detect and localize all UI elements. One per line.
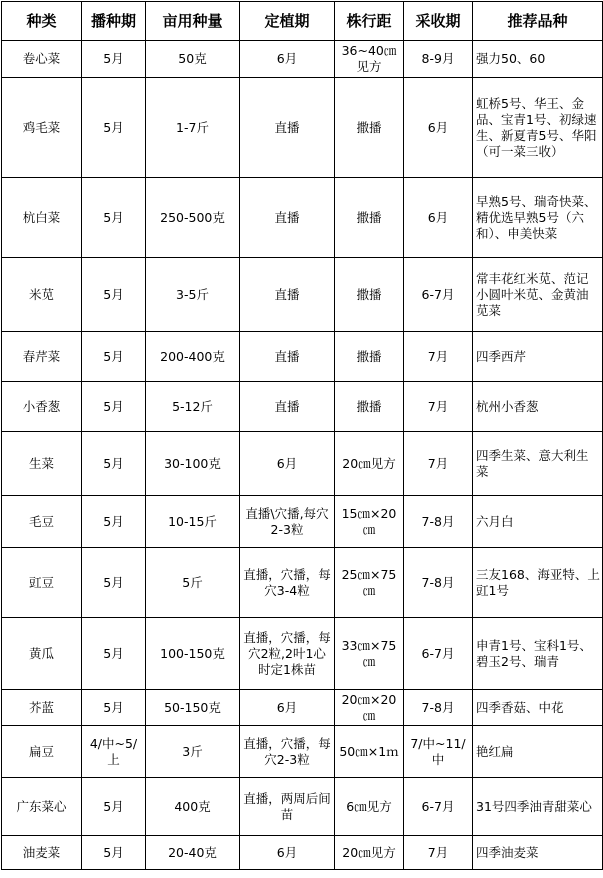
seed-amount-cell: 3-5斤 (146, 258, 240, 332)
planting-period-cell: 6月 (240, 836, 335, 870)
table-row (2, 332, 603, 382)
crop-name-cell: 杭白菜 (2, 178, 82, 258)
seed-amount-cell: 30-100克 (146, 432, 240, 496)
crop-name-cell: 油麦菜 (2, 836, 82, 870)
recommended-varieties-cell: 四季西芹 (473, 332, 603, 382)
seed-amount-cell: 200-400克 (146, 332, 240, 382)
crop-name-cell: 米苋 (2, 258, 82, 332)
planting-period-cell: 直播\穴播,每穴2-3粒 (240, 496, 335, 548)
seed-amount-cell: 3斤 (146, 726, 240, 778)
recommended-varieties-cell: 四季油麦菜 (473, 836, 603, 870)
planting-period-cell: 6月 (240, 432, 335, 496)
recommended-varieties-cell: 四季生菜、意大利生菜 (473, 432, 603, 496)
recommended-varieties-cell: 虹桥5号、华王、金品、宝青1号、初绿速生、新夏青5号、华阳（可一菜三收） (473, 78, 603, 178)
recommended-varieties-cell: 31号四季油青甜菜心 (473, 778, 603, 836)
harvest-period-cell: 6-7月 (404, 618, 473, 690)
table-row (2, 258, 603, 332)
harvest-period-cell: 7月 (404, 332, 473, 382)
seed-amount-cell: 5斤 (146, 548, 240, 618)
table-row (2, 496, 603, 548)
seed-amount-cell: 50-150克 (146, 690, 240, 726)
harvest-period-cell: 7月 (404, 382, 473, 432)
table-row (2, 41, 603, 78)
harvest-period-cell: 7-8月 (404, 690, 473, 726)
header-cell: 亩用种量 (146, 2, 240, 41)
table-row (2, 690, 603, 726)
seed-amount-cell: 20-40克 (146, 836, 240, 870)
sowing-period-cell: 5月 (82, 548, 146, 618)
header-cell: 种类 (2, 2, 82, 41)
header-row (2, 2, 603, 41)
table-row (2, 432, 603, 496)
sowing-period-cell: 5月 (82, 618, 146, 690)
sowing-period-cell: 5月 (82, 496, 146, 548)
header-cell: 播种期 (82, 2, 146, 41)
table-row (2, 548, 603, 618)
header-cell: 定植期 (240, 2, 335, 41)
header-cell: 采收期 (404, 2, 473, 41)
planting-period-cell: 直播 (240, 178, 335, 258)
recommended-varieties-cell: 强力50、60 (473, 41, 603, 78)
table-row (2, 78, 603, 178)
harvest-period-cell: 6月 (404, 178, 473, 258)
harvest-period-cell: 7月 (404, 432, 473, 496)
harvest-period-cell: 7月 (404, 836, 473, 870)
sowing-period-cell: 5月 (82, 258, 146, 332)
planting-period-cell: 直播，两周后间苗 (240, 778, 335, 836)
spacing-cell: 20㎝见方 (335, 836, 404, 870)
header-cell: 株行距 (335, 2, 404, 41)
table-row (2, 382, 603, 432)
sowing-period-cell: 5月 (82, 78, 146, 178)
seed-amount-cell: 250-500克 (146, 178, 240, 258)
planting-period-cell: 直播，穴播，每穴2粒,2叶1心时定1株苗 (240, 618, 335, 690)
sowing-period-cell: 5月 (82, 41, 146, 78)
planting-period-cell: 直播 (240, 258, 335, 332)
table-row (2, 178, 603, 258)
sowing-period-cell: 5月 (82, 836, 146, 870)
planting-period-cell: 直播，穴播，每穴3-4粒 (240, 548, 335, 618)
sowing-period-cell: 5月 (82, 432, 146, 496)
spacing-cell: 20㎝见方 (335, 432, 404, 496)
sowing-period-cell: 4/中~5/上 (82, 726, 146, 778)
crop-name-cell: 扁豆 (2, 726, 82, 778)
recommended-varieties-cell: 申青1号、宝科1号、碧玉2号、瑞青 (473, 618, 603, 690)
crop-name-cell: 小香葱 (2, 382, 82, 432)
recommended-varieties-cell: 杭州小香葱 (473, 382, 603, 432)
seed-amount-cell: 100-150克 (146, 618, 240, 690)
harvest-period-cell: 6-7月 (404, 258, 473, 332)
header-cell: 推荐品种 (473, 2, 603, 41)
seed-amount-cell: 400克 (146, 778, 240, 836)
spacing-cell: 6㎝见方 (335, 778, 404, 836)
spacing-cell: 15㎝×20㎝ (335, 496, 404, 548)
table-row (2, 618, 603, 690)
harvest-period-cell: 6月 (404, 78, 473, 178)
crop-name-cell: 豇豆 (2, 548, 82, 618)
harvest-period-cell: 7-8月 (404, 496, 473, 548)
seed-amount-cell: 1-7斤 (146, 78, 240, 178)
recommended-varieties-cell: 艳红扁 (473, 726, 603, 778)
planting-period-cell: 6月 (240, 690, 335, 726)
spacing-cell: 撒播 (335, 78, 404, 178)
spacing-cell: 撒播 (335, 178, 404, 258)
crop-name-cell: 鸡毛菜 (2, 78, 82, 178)
planting-period-cell: 直播，穴播，每穴2-3粒 (240, 726, 335, 778)
spacing-cell: 33㎝×75㎝ (335, 618, 404, 690)
harvest-period-cell: 7/中~11/中 (404, 726, 473, 778)
sowing-period-cell: 5月 (82, 690, 146, 726)
recommended-varieties-cell: 六月白 (473, 496, 603, 548)
table-row (2, 836, 603, 870)
crop-name-cell: 广东菜心 (2, 778, 82, 836)
sowing-period-cell: 5月 (82, 332, 146, 382)
recommended-varieties-cell: 三友168、海亚特、上豇1号 (473, 548, 603, 618)
seed-amount-cell: 50克 (146, 41, 240, 78)
crop-name-cell: 春芹菜 (2, 332, 82, 382)
seed-amount-cell: 10-15斤 (146, 496, 240, 548)
spacing-cell: 20㎝×20㎝ (335, 690, 404, 726)
harvest-period-cell: 7-8月 (404, 548, 473, 618)
crop-name-cell: 生菜 (2, 432, 82, 496)
sowing-period-cell: 5月 (82, 178, 146, 258)
sowing-period-cell: 5月 (82, 778, 146, 836)
planting-period-cell: 直播 (240, 382, 335, 432)
spacing-cell: 撒播 (335, 258, 404, 332)
table-row (2, 778, 603, 836)
table-row (2, 726, 603, 778)
spacing-cell: 撒播 (335, 382, 404, 432)
recommended-varieties-cell: 四季香菇、中花 (473, 690, 603, 726)
crop-name-cell: 黄瓜 (2, 618, 82, 690)
crop-name-cell: 卷心菜 (2, 41, 82, 78)
planting-table (1, 1, 603, 870)
planting-period-cell: 6月 (240, 41, 335, 78)
sowing-period-cell: 5月 (82, 382, 146, 432)
crop-name-cell: 芥蓝 (2, 690, 82, 726)
recommended-varieties-cell: 早熟5号、瑞奇快菜、精优选早熟5号（六和）、申美快菜 (473, 178, 603, 258)
seed-amount-cell: 5-12斤 (146, 382, 240, 432)
planting-period-cell: 直播 (240, 332, 335, 382)
spacing-cell: 36~40㎝见方 (335, 41, 404, 78)
harvest-period-cell: 6-7月 (404, 778, 473, 836)
planting-period-cell: 直播 (240, 78, 335, 178)
crop-name-cell: 毛豆 (2, 496, 82, 548)
spacing-cell: 50㎝×1ｍ (335, 726, 404, 778)
spacing-cell: 撒播 (335, 332, 404, 382)
harvest-period-cell: 8-9月 (404, 41, 473, 78)
spacing-cell: 25㎝×75㎝ (335, 548, 404, 618)
recommended-varieties-cell: 常丰花红米苋、范记小圆叶米苋、金黄油苋菜 (473, 258, 603, 332)
